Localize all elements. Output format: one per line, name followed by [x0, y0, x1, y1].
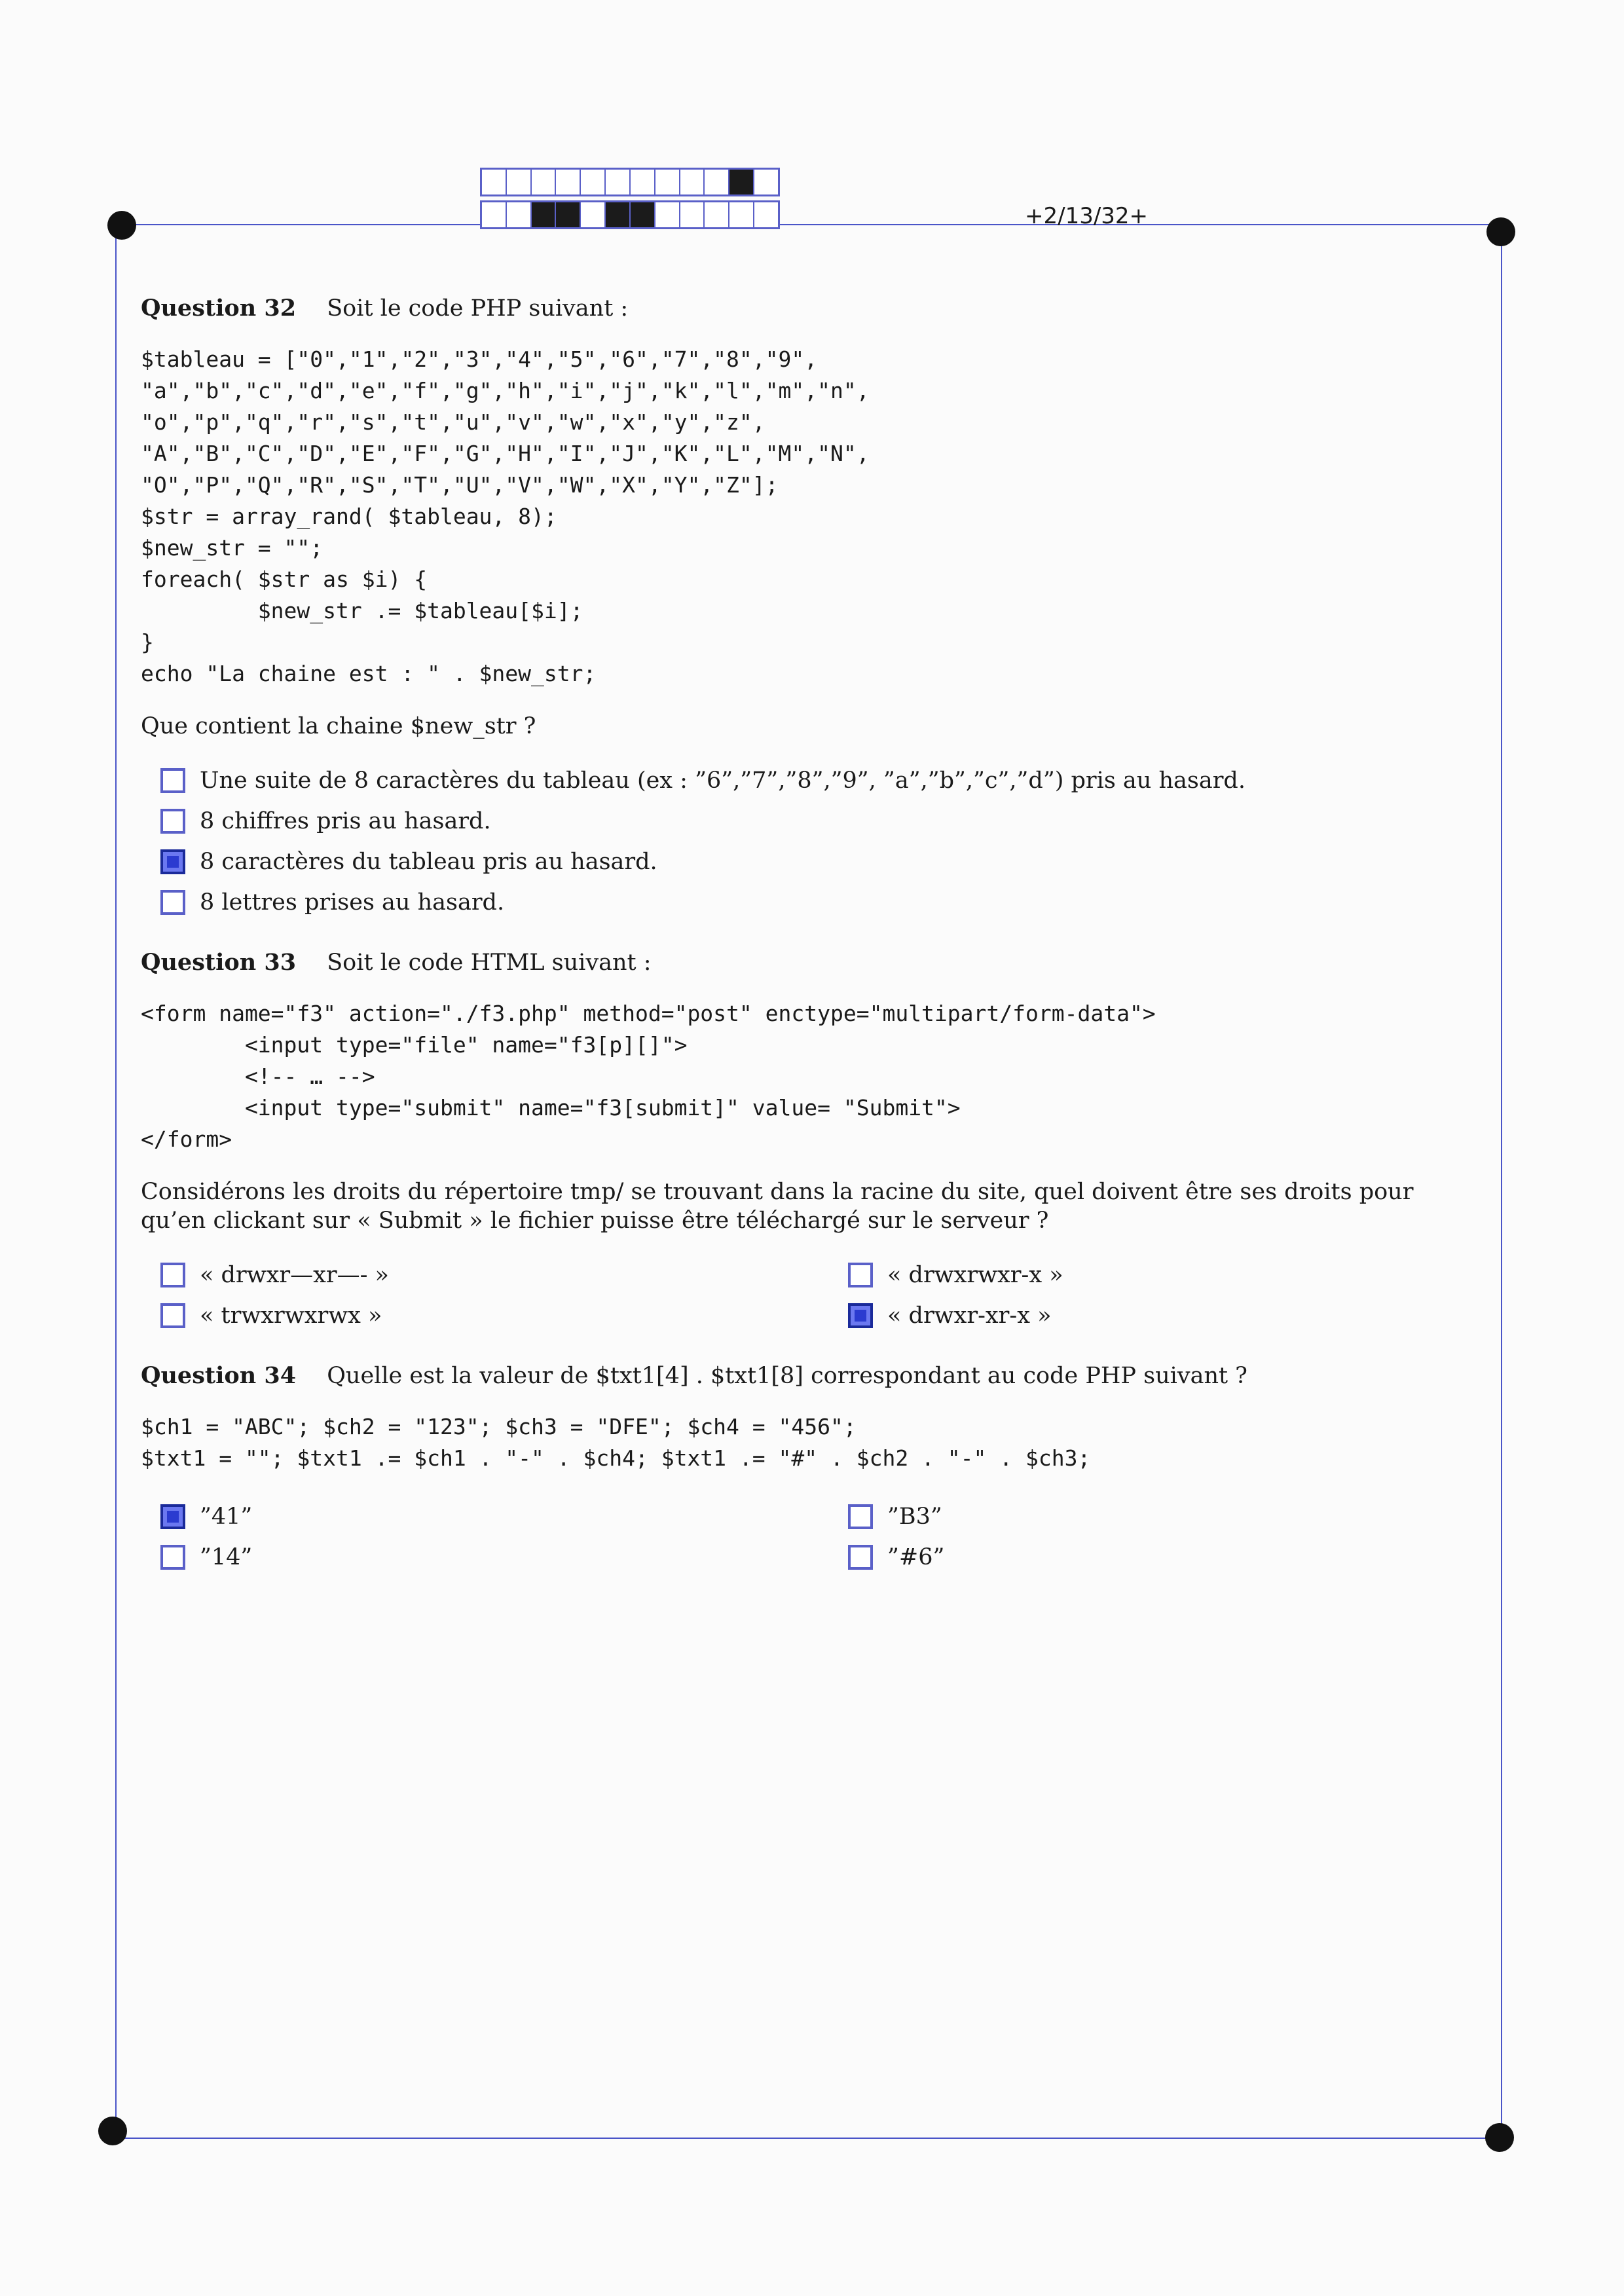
checkbox[interactable]	[848, 1504, 873, 1529]
checkbox[interactable]	[160, 809, 185, 834]
corner-mark-top-left	[107, 211, 136, 240]
answer-text: « drwxr—xr—- »	[200, 1262, 389, 1288]
checkbox[interactable]	[160, 1545, 185, 1570]
answer-text: ”14”	[200, 1544, 253, 1570]
question-title: Quelle est la valeur de $txt1[4] . $txt1[8] correspondant au code PHP suivant ?	[327, 1363, 1247, 1389]
corner-mark-top-right	[1486, 217, 1515, 246]
checkbox[interactable]	[160, 849, 185, 874]
answer-text: 8 chiffres pris au hasard.	[200, 808, 491, 834]
exam-content	[141, 295, 1480, 1604]
checkbox[interactable]	[160, 890, 185, 915]
question-title: Soit le code HTML suivant :	[327, 950, 652, 976]
answer-choice[interactable]	[160, 1295, 848, 1336]
checkbox[interactable]	[160, 1303, 185, 1328]
binary-code-cell	[556, 170, 581, 194]
binary-code-row	[480, 168, 780, 196]
answer-choice[interactable]	[160, 1255, 848, 1295]
answer-choice[interactable]	[160, 1537, 848, 1578]
question-prompt: Considérons les droits du répertoire tmp/ se trouvant dans la racine du site, quel doivent être ses droits pour qu’en clickant sur « Submit » le fichier puisse être téléchargé sur le serveur ?	[141, 1179, 1414, 1234]
binary-code-cell	[482, 202, 507, 227]
binary-code-row	[480, 200, 780, 229]
checkbox[interactable]	[160, 1504, 185, 1529]
answer-choice[interactable]	[160, 842, 1480, 882]
binary-id-code	[480, 168, 780, 233]
binary-code-cell	[655, 202, 680, 227]
binary-code-cell	[631, 202, 655, 227]
binary-code-cell	[507, 202, 532, 227]
answer-choice[interactable]	[848, 1295, 1437, 1336]
answer-text: ”41”	[200, 1504, 253, 1530]
answer-text: « drwxrwxr-x »	[887, 1262, 1063, 1288]
binary-code-cell	[680, 202, 705, 227]
binary-code-cell	[507, 170, 532, 194]
binary-code-cell	[532, 170, 557, 194]
answer-choice[interactable]	[848, 1255, 1437, 1295]
question-label: Question 34	[141, 1362, 297, 1389]
answer-text: ”#6”	[887, 1544, 945, 1570]
binary-code-cell	[655, 170, 680, 194]
question-prompt: Que contient la chaine $new_str ?	[141, 713, 536, 739]
binary-code-cell	[754, 202, 778, 227]
answer-choice[interactable]	[160, 801, 1480, 842]
checkbox[interactable]	[160, 1263, 185, 1287]
binary-code-cell	[631, 170, 655, 194]
answer-choices	[160, 1496, 1480, 1578]
binary-code-cell	[532, 202, 557, 227]
code-block: <form name="f3" action="./f3.php" method="post" enctype="multipart/form-data"> <input type="file" name="f3[p][]"> <!-- … --> <input type="submit" name="f3[submit]" value= "Submit"> </form>	[141, 1001, 1156, 1152]
answer-choices	[160, 1255, 1480, 1336]
binary-code-cell	[680, 170, 705, 194]
binary-code-cell	[729, 170, 754, 194]
checkbox[interactable]	[160, 768, 185, 793]
question-33-heading	[141, 949, 1480, 976]
answer-text: « trwxrwxrwx »	[200, 1303, 382, 1329]
answer-choice[interactable]	[848, 1496, 1437, 1537]
binary-code-cell	[754, 170, 778, 194]
answer-choice[interactable]	[160, 760, 1480, 801]
binary-code-cell	[606, 202, 631, 227]
question-34-heading	[141, 1362, 1480, 1389]
binary-code-cell	[556, 202, 581, 227]
checkbox[interactable]	[848, 1263, 873, 1287]
binary-code-cell	[705, 202, 729, 227]
question-label: Question 33	[141, 949, 297, 976]
answer-choice[interactable]	[848, 1537, 1437, 1578]
answer-text: 8 caractères du tableau pris au hasard.	[200, 849, 657, 875]
corner-mark-bottom-left	[98, 2117, 127, 2145]
binary-code-cell	[705, 170, 729, 194]
answer-text: ”B3”	[887, 1504, 942, 1530]
question-title: Soit le code PHP suivant :	[327, 295, 629, 322]
answer-choices	[160, 760, 1480, 923]
answer-text: « drwxr-xr-x »	[887, 1303, 1052, 1329]
answer-choice[interactable]	[160, 882, 1480, 923]
code-block: $ch1 = "ABC"; $ch2 = "123"; $ch3 = "DFE"; $ch4 = "456"; $txt1 = ""; $txt1 .= $ch1 . "-" . $ch4; $txt1 .= "#" . $ch2 . "-" . $ch3;	[141, 1414, 1091, 1471]
checkbox[interactable]	[848, 1303, 873, 1328]
binary-code-cell	[581, 202, 606, 227]
binary-code-cell	[606, 170, 631, 194]
binary-code-cell	[581, 170, 606, 194]
corner-mark-bottom-right	[1485, 2123, 1514, 2152]
answer-text: 8 lettres prises au hasard.	[200, 889, 505, 916]
answer-text: Une suite de 8 caractères du tableau (ex : ”6”,”7”,”8”,”9”, ”a”,”b”,”c”,”d”) pris au hasard.	[200, 768, 1246, 794]
checkbox[interactable]	[848, 1545, 873, 1570]
binary-code-cell	[729, 202, 754, 227]
code-block: $tableau = ["0","1","2","3","4","5","6","7","8","9", "a","b","c","d","e","f","g","h","i","j","k","l","m","n", "o","p","q","r","s","t","u","v","w","x","y","z", "A","B","C","D","E","F","G","H","I","J","K","L","M","N", "O","P","Q","R","S","T","U","V","W","X","Y","Z"]; $str = array_rand( $tableau, 8); $new_str = ""; foreach( $str as $i) { $new_str .= $tableau[$i]; } echo "La chaine est : " . $new_str;	[141, 346, 870, 686]
page-id: +2/13/32+	[1025, 203, 1149, 229]
question-32-heading	[141, 295, 1480, 322]
answer-choice[interactable]	[160, 1496, 848, 1537]
question-label: Question 32	[141, 295, 297, 322]
binary-code-cell	[482, 170, 507, 194]
